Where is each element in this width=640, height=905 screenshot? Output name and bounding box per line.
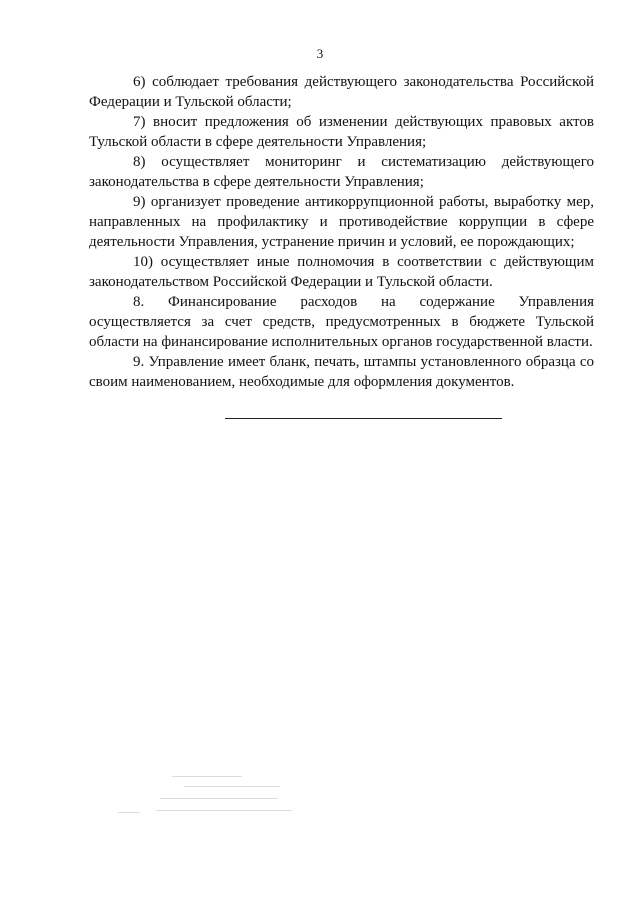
paragraph-item-8 xyxy=(89,152,594,172)
paragraph-item-10-cont xyxy=(89,272,594,292)
paragraph-item-9 xyxy=(89,192,594,212)
page-number: 3 xyxy=(316,46,324,61)
paragraph-item-8-cont xyxy=(89,172,594,192)
paragraph-text: направленных на профилактику и противодействие коррупции в сфере деятельности Управления, устранение причин и условий, ее порождающих; xyxy=(89,214,594,250)
paragraph-item-6 xyxy=(89,72,594,92)
paragraph-text: законодательством Российской Федерации и Тульской области. xyxy=(89,274,493,290)
paragraph-clause-8 xyxy=(89,292,594,312)
closing-divider-line xyxy=(225,418,502,419)
paragraph-text: законодательства в сфере деятельности Управления; xyxy=(89,174,424,190)
faint-stamp-mark xyxy=(110,772,300,832)
document-body xyxy=(89,72,594,392)
paragraph-item-10 xyxy=(89,252,594,272)
paragraph-text: Тульской области в сфере деятельности Управления; xyxy=(89,134,427,150)
paragraph-item-7-cont xyxy=(89,132,594,152)
paragraph-text: Федерации и Тульской области; xyxy=(89,94,292,110)
paragraph-item-6-cont xyxy=(89,92,594,112)
paragraph-text: осуществляется за счет средств, предусмотренных в бюджете Тульской области на финансирование исполнительных органов государственной власти. xyxy=(89,314,594,350)
paragraph-text: 10) осуществляет иные полномочия в соответствии с действующим xyxy=(133,254,594,270)
paragraph-text: 8) осуществляет мониторинг и систематизацию действующего xyxy=(133,154,594,170)
paragraph-text: 7) вносит предложения об изменении действующих правовых актов xyxy=(133,114,594,130)
paragraph-clause-9-cont xyxy=(89,372,594,392)
paragraph-text: 6) соблюдает требования действующего законодательства Российской xyxy=(133,74,594,90)
paragraph-clause-8-cont xyxy=(89,312,594,352)
paragraph-text: своим наименованием, необходимые для оформления документов. xyxy=(89,374,515,390)
paragraph-item-7 xyxy=(89,112,594,132)
paragraph-clause-9 xyxy=(89,352,594,372)
paragraph-text: 9) организует проведение антикоррупционной работы, выработку мер, xyxy=(133,194,594,210)
paragraph-text: 8. Финансирование расходов на содержание Управления xyxy=(133,294,594,310)
paragraph-item-9-cont xyxy=(89,212,594,252)
paragraph-text: 9. Управление имеет бланк, печать, штампы установленного образца со xyxy=(133,354,594,370)
